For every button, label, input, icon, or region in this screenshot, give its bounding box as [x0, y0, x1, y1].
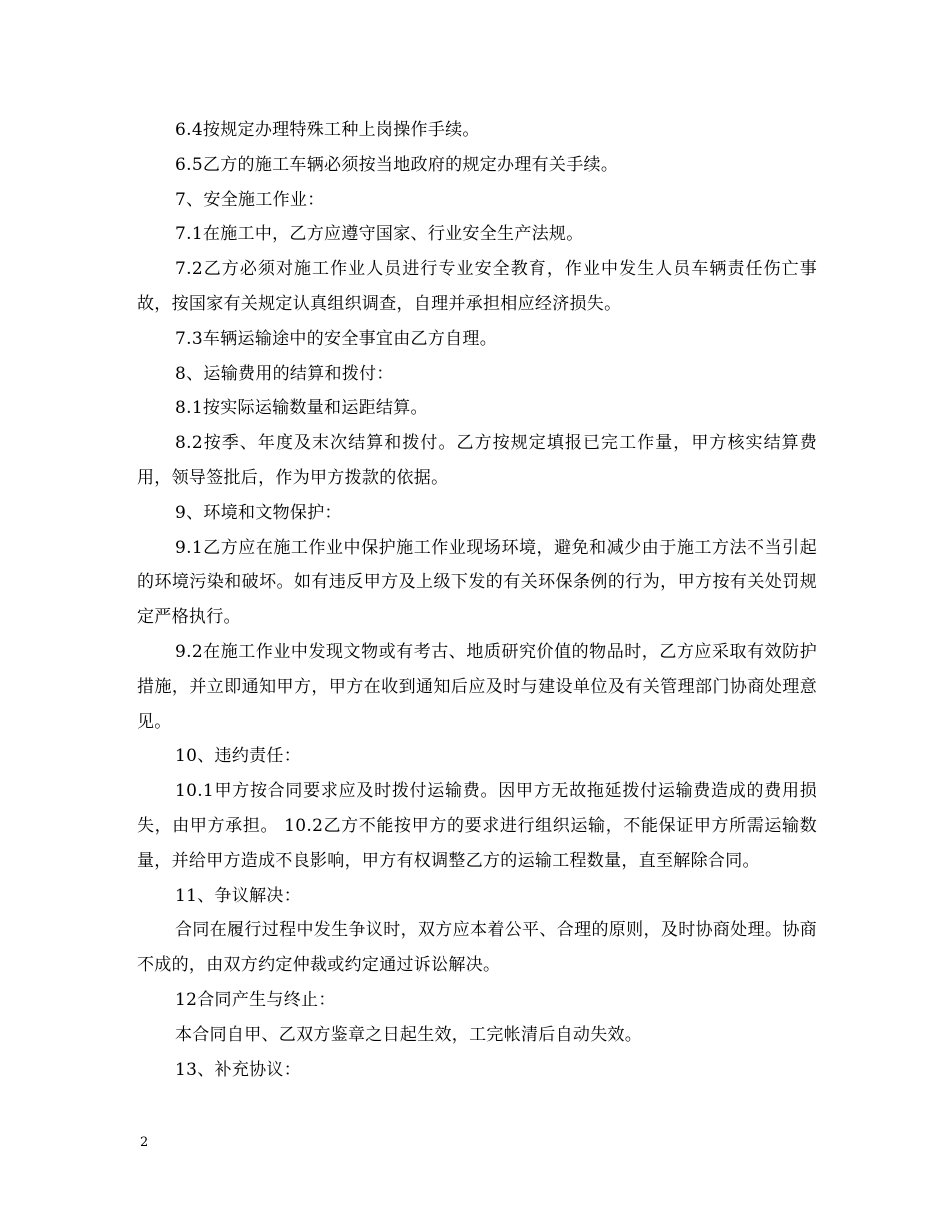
section-heading-13: 13、补充协议： — [175, 1059, 302, 1080]
paragraph-9-2: 9.2在施工作业中发现文物或有考古、地质研究价值的物品时，乙方应采取有效防护措施，并立即通知甲方，甲方在收到通知后应及时与建设单位及有关管理部门协商处理意见。 — [137, 641, 817, 732]
paragraph-9-1: 9.1乙方应在施工作业中保护施工作业现场环境，避免和减少由于施工方法不当引起的环境污染和破坏。如有违反甲方及上级下发的有关环保条例的行为，甲方按有关处罚规定严格执行。 — [137, 537, 817, 628]
page-number: 2 — [140, 1135, 149, 1150]
paragraph-10-1: 10.1甲方按合同要求应及时拨付运输费。因甲方无故拖延拨付运输费造成的费用损失，由甲方承担。 10.2乙方不能按甲方的要求进行组织运输，不能保证甲方所需运输数量，并给甲方造成不良影响，甲方有权调整乙方的运输工程数量，直至解除合同。 — [137, 781, 817, 871]
paragraph-6-4: 6.4按规定办理特殊工种上岗操作手续。 — [175, 120, 480, 140]
paragraph-11-body: 合同在履行过程中发生争议时，双方应本着公平、合理的原则，及时协商处理。协商不成的，由双方约定仲裁或约定通过诉讼解决。 — [137, 920, 817, 976]
section-heading-8: 8、运输费用的结算和拨付： — [175, 363, 394, 384]
paragraph-8-2: 8.2按季、年度及末次结算和拨付。乙方按规定填报已完工作量，甲方核实结算费用，领导签批后，作为甲方拨款的依据。 — [137, 433, 817, 488]
document-body — [137, 113, 817, 1087]
section-heading-12: 12合同产生与终止： — [175, 989, 336, 1010]
paragraph-8-1: 8.1按实际运输数量和运距结算。 — [175, 398, 428, 419]
section-heading-11: 11、争议解决： — [175, 885, 302, 906]
paragraph-12-body: 本合同自甲、乙双方鉴章之日起生效，工完帐清后自动失效。 — [175, 1024, 643, 1045]
section-heading-9: 9、环境和文物保护： — [175, 502, 342, 523]
paragraph-7-1: 7.1在施工中，乙方应遵守国家、行业安全生产法规。 — [175, 224, 584, 245]
paragraph-7-2: 7.2乙方必须对施工作业人员进行专业安全教育，作业中发生人员车辆责任伤亡事故，按国家有关规定认真组织调查，自理并承担相应经济损失。 — [137, 259, 817, 314]
section-heading-10: 10、违约责任： — [175, 746, 302, 767]
section-heading-7: 7、安全施工作业： — [175, 189, 325, 210]
paragraph-7-3: 7.3车辆运输途中的安全事宜由乙方自理。 — [175, 328, 498, 349]
paragraph-6-5: 6.5乙方的施工车辆必须按当地政府的规定办理有关手续。 — [175, 154, 619, 175]
